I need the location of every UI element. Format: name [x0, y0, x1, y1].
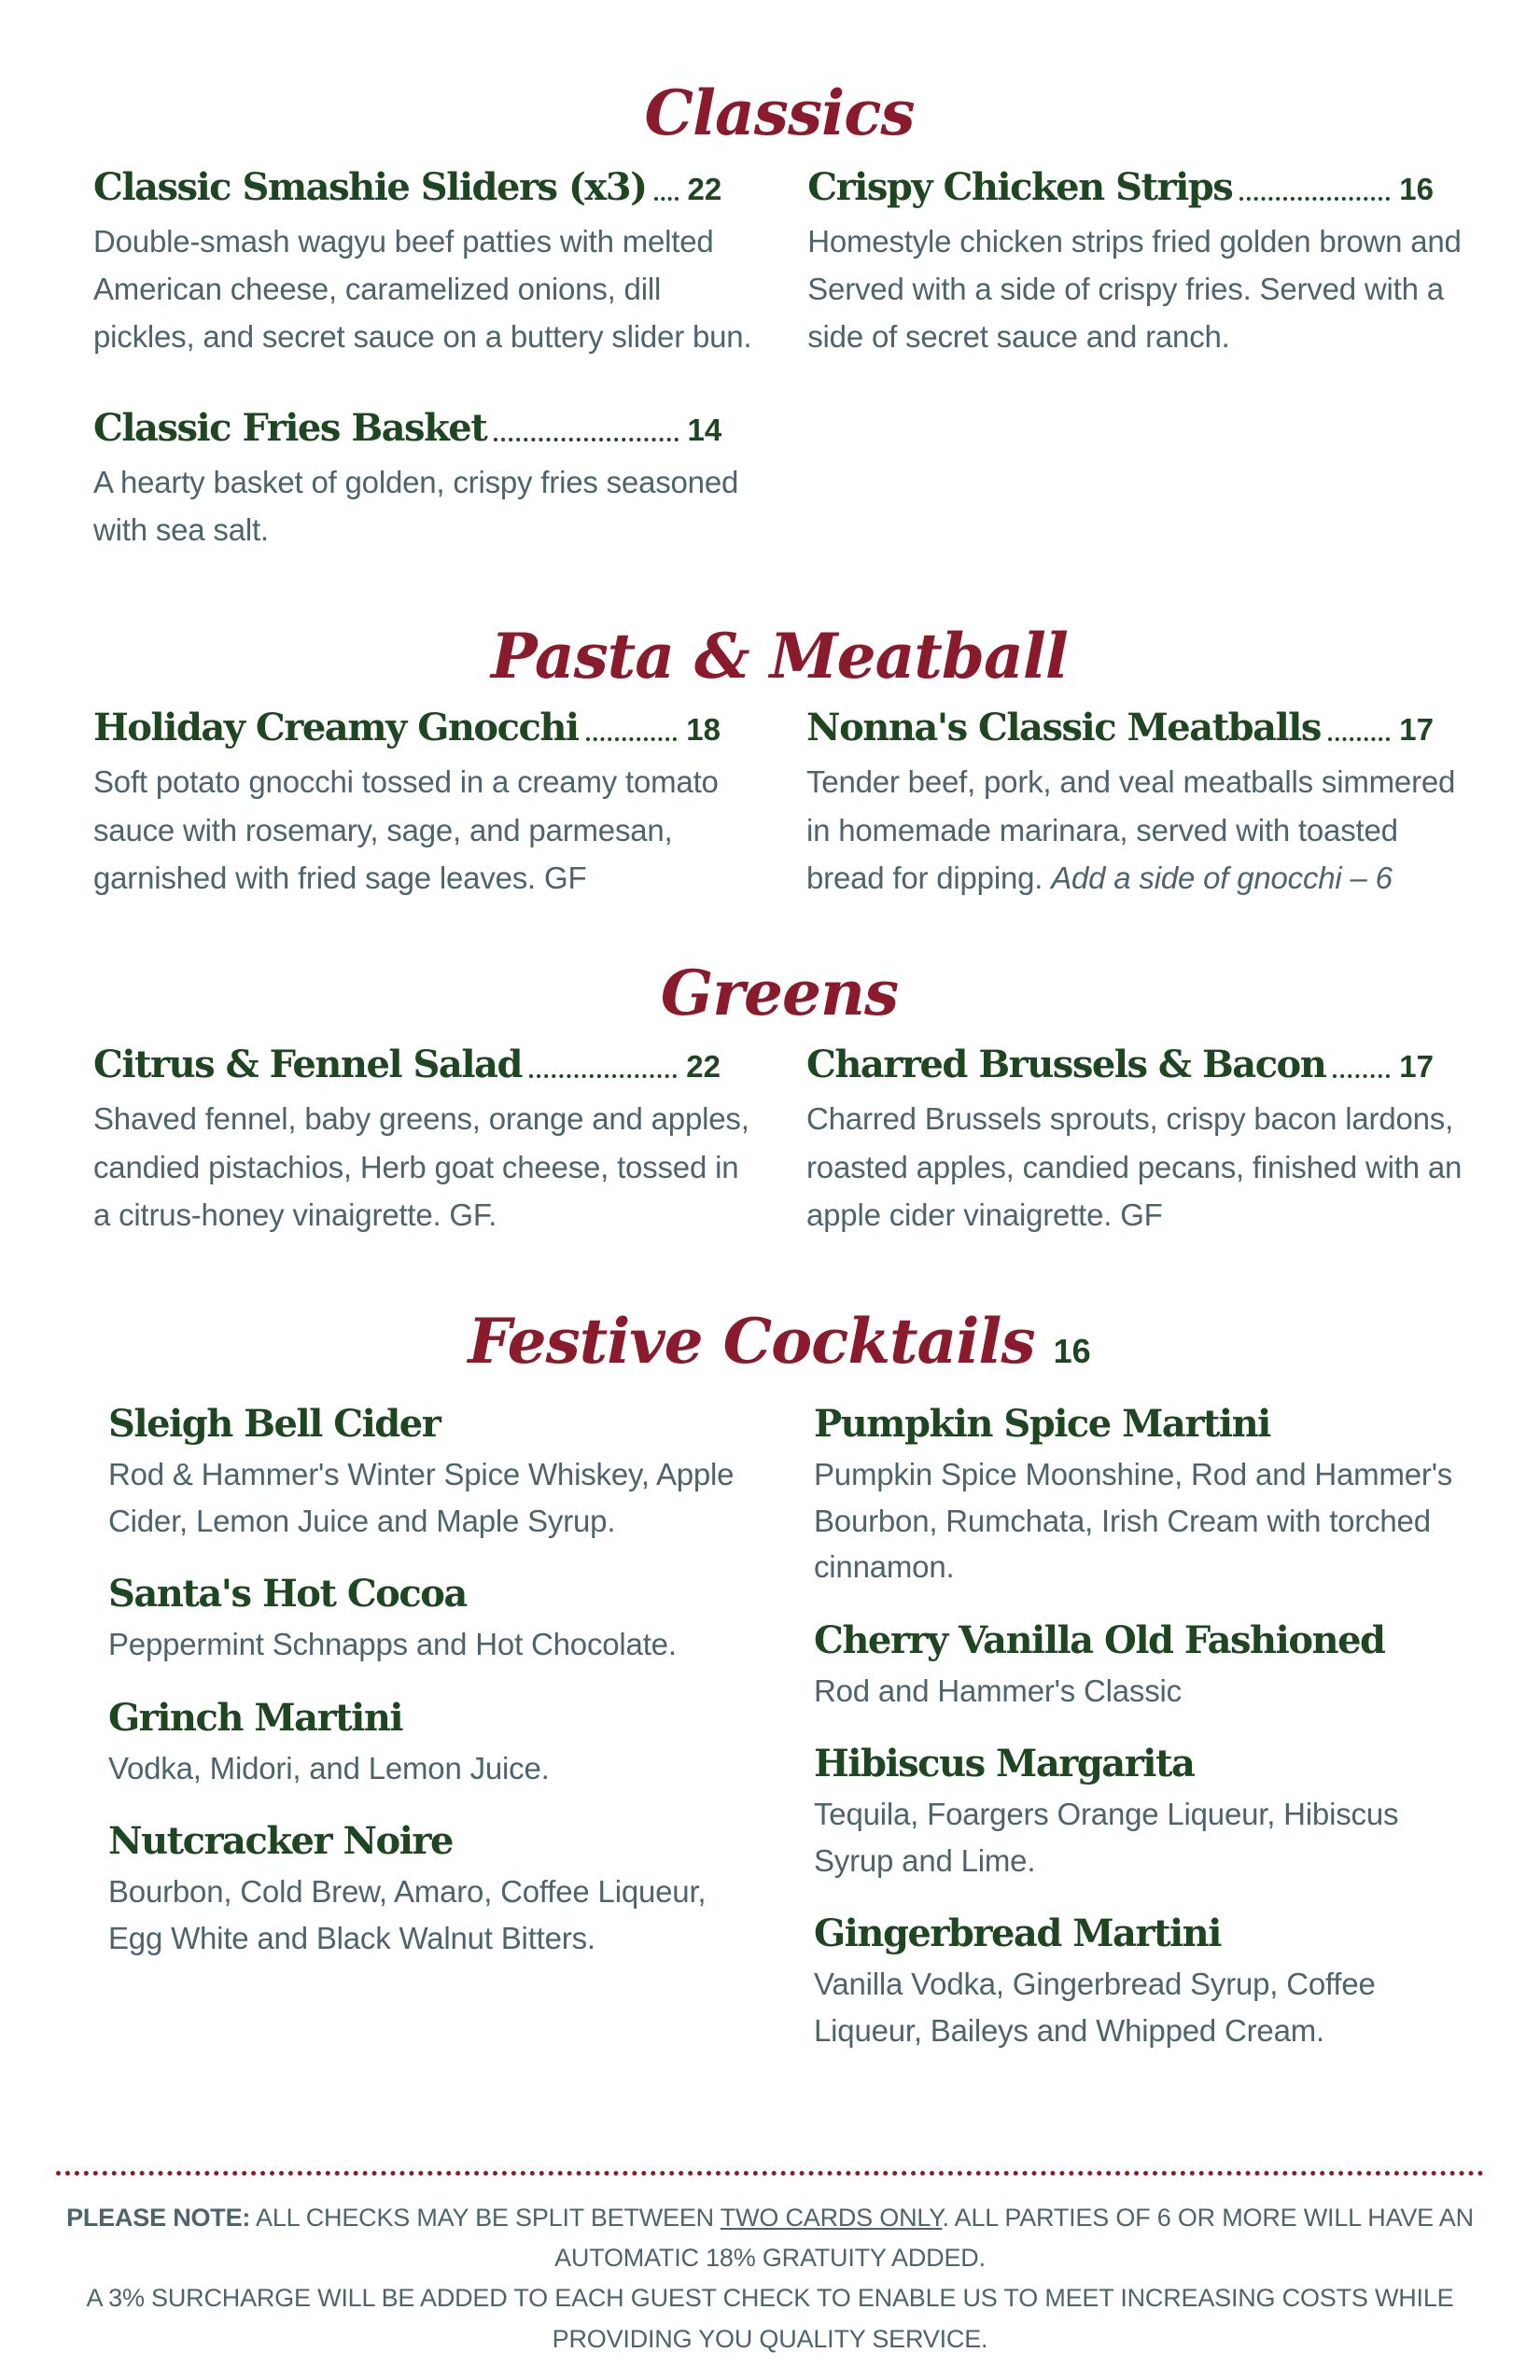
cocktail-description: Rod and Hammer's Classic [814, 1673, 1182, 1708]
dotted-divider [56, 2171, 1484, 2176]
item-name: Citrus & Fennel Salad [93, 1043, 522, 1087]
cocktail-name: Grinch Martini [108, 1695, 403, 1740]
item-title-row [93, 406, 753, 451]
cocktail-name: Hibiscus Margarita [814, 1742, 1195, 1786]
section-greens [93, 955, 1465, 1284]
cocktail-description: Vanilla Vodka, Gingerbread Syrup, Coffee Liqueur, Baileys and Whipped Cream. [814, 1967, 1376, 2048]
cocktails-right-column [814, 1402, 1465, 2081]
item-price: 22 [686, 1049, 721, 1085]
cocktail-description: Pumpkin Spice Moonshine, Rod and Hammer's Bourbon, Rumchata, Irish Cream with torched cinnamon. [814, 1457, 1453, 1585]
section-pasta-meatball [93, 618, 1465, 947]
footer [56, 2171, 1484, 2359]
item-title-row [806, 1043, 1465, 1087]
section-festive-cocktails [93, 1303, 1465, 2082]
item-description: A hearty basket of golden, crispy fries seasoned with sea salt. [93, 464, 739, 548]
cocktails-left-column [108, 1402, 760, 2081]
cocktail-gingerbread-martini [814, 1911, 1465, 2053]
item-price: 17 [1399, 712, 1434, 748]
item-name: Nonna's Classic Meatballs [806, 706, 1321, 750]
item-name: Crispy Chicken Strips [807, 164, 1233, 209]
item-title-row [93, 706, 752, 750]
cocktails-columns [93, 1402, 1465, 2081]
pasta-left-column [93, 706, 752, 946]
cocktail-name: Nutcracker Noire [108, 1819, 453, 1864]
section-title-classics: Classics [644, 77, 915, 149]
dot-leader [1333, 1074, 1390, 1078]
footer-note-text-2: . ALL PARTIES OF 6 OR MORE WILL HAVE AN AUTOMATIC 18% GRATUITY ADDED. [554, 2204, 1474, 2273]
section-title-festive-cocktails: Festive Cocktails [468, 1304, 1035, 1378]
dot-leader [529, 1074, 677, 1078]
item-price: 18 [686, 712, 721, 748]
item-name: Holiday Creamy Gnocchi [93, 706, 579, 750]
footer-note-underlined: TWO CARDS ONLY [720, 2204, 943, 2232]
cocktail-description: Peppermint Schnapps and Hot Chocolate. [108, 1627, 677, 1662]
pasta-columns [93, 706, 1465, 946]
item-title-row [93, 165, 753, 210]
menu-item-crispy-chicken-strips [807, 165, 1465, 361]
item-description: Shaved fennel, baby greens, orange and apples, candied pistachios, Herb goat cheese, tossed in a citrus-honey vinaigrette. GF. [93, 1101, 749, 1233]
dot-leader [1328, 737, 1390, 741]
classics-left-column [93, 165, 753, 599]
cocktail-description: Vodka, Midori, and Lemon Juice. [108, 1750, 550, 1785]
cocktail-description: Tequila, Foargers Orange Liqueur, Hibiscus Syrup and Lime. [814, 1797, 1399, 1878]
cocktail-nutcracker-noire [108, 1819, 760, 1961]
cocktail-grinch-martini [108, 1696, 760, 1792]
cocktail-description: Rod & Hammer's Winter Spice Whiskey, Apple Cider, Lemon Juice and Maple Syrup. [108, 1457, 735, 1538]
greens-columns [93, 1043, 1465, 1283]
footer-note-label: PLEASE NOTE: [66, 2204, 251, 2232]
cocktail-hibiscus-margarita [814, 1742, 1465, 1883]
item-price: 17 [1399, 1049, 1434, 1085]
item-description-main: Tender beef, pork, and veal meatballs simmered in homemade marinara, served with toasted bread for dipping. [806, 764, 1456, 896]
cocktail-name: Sleigh Bell Cider [108, 1402, 441, 1447]
item-name: Classic Fries Basket [93, 405, 487, 450]
item-description-addon: Add a side of gnocchi – 6 [1051, 861, 1393, 896]
menu-item-holiday-creamy-gnocchi [93, 706, 752, 902]
menu-item-charred-brussels-bacon [806, 1043, 1465, 1239]
dot-leader [1239, 197, 1390, 201]
item-name: Charred Brussels & Bacon [806, 1043, 1326, 1087]
cocktails-header [93, 1303, 1465, 1380]
item-price: 22 [687, 171, 722, 206]
classics-columns [93, 165, 1465, 599]
dot-leader [586, 737, 678, 741]
item-name: Classic Smashie Sliders (x3) [93, 164, 647, 209]
item-description: Soft potato gnocchi tossed in a creamy tomato sauce with rosemary, sage, and parmesan, garnished with fried sage leaves. GF [93, 764, 719, 896]
cocktail-name: Gingerbread Martini [814, 1911, 1221, 1956]
item-description: Charred Brussels sprouts, crispy bacon lardons, roasted apples, candied pecans, finished with an apple cider vinaigrette. GF [806, 1101, 1463, 1233]
cocktail-name: Pumpkin Spice Martini [814, 1402, 1270, 1447]
footer-note [56, 2198, 1484, 2359]
menu-item-citrus-fennel-salad [93, 1043, 752, 1239]
greens-right-column [806, 1043, 1465, 1283]
cocktail-cherry-vanilla-old-fashioned [814, 1618, 1465, 1715]
menu-item-nonnas-classic-meatballs [806, 706, 1465, 902]
menu-item-classic-fries-basket [93, 406, 753, 554]
item-description: Homestyle chicken strips fried golden brown and Served with a side of crispy fries. Served with a side of secret sauce and ranch. [807, 223, 1462, 355]
section-title-pasta-meatball: Pasta & Meatball [491, 619, 1068, 693]
dot-leader [654, 197, 679, 201]
cocktail-santas-hot-cocoa [108, 1572, 760, 1668]
item-description [806, 758, 1465, 902]
section-title-greens: Greens [660, 956, 899, 1029]
section-classics [93, 75, 1465, 599]
cocktail-description: Bourbon, Cold Brew, Amaro, Coffee Liqueur, Egg White and Black Walnut Bitters. [108, 1874, 707, 1955]
footer-note-text-1: ALL CHECKS MAY BE SPLIT BETWEEN [250, 2204, 721, 2232]
greens-left-column [93, 1043, 752, 1283]
menu-item-classic-smashie-sliders [93, 165, 753, 361]
classics-right-column [807, 165, 1465, 599]
cocktail-name: Cherry Vanilla Old Fashioned [814, 1617, 1385, 1662]
footer-note-line-2: A 3% SURCHARGE WILL BE ADDED TO EACH GUEST CHECK TO ENABLE US TO MEET INCREASING COSTS WHILE PROVIDING YOU QUALITY SERVICE. [86, 2284, 1454, 2353]
item-price: 14 [687, 412, 722, 447]
cocktail-pumpkin-spice-martini [814, 1402, 1465, 1590]
cocktail-sleigh-bell-cider [108, 1402, 760, 1544]
cocktail-name: Santa's Hot Cocoa [108, 1572, 467, 1617]
item-description: Double-smash wagyu beef patties with melted American cheese, caramelized onions, dill pickles, and secret sauce on a buttery slider bun. [93, 223, 752, 355]
item-price: 16 [1399, 171, 1434, 206]
dot-leader [494, 438, 678, 441]
pasta-right-column [806, 706, 1465, 946]
cocktails-price: 16 [1053, 1331, 1091, 1370]
item-title-row [93, 1043, 752, 1087]
item-title-row [807, 165, 1465, 210]
item-title-row [806, 706, 1465, 750]
